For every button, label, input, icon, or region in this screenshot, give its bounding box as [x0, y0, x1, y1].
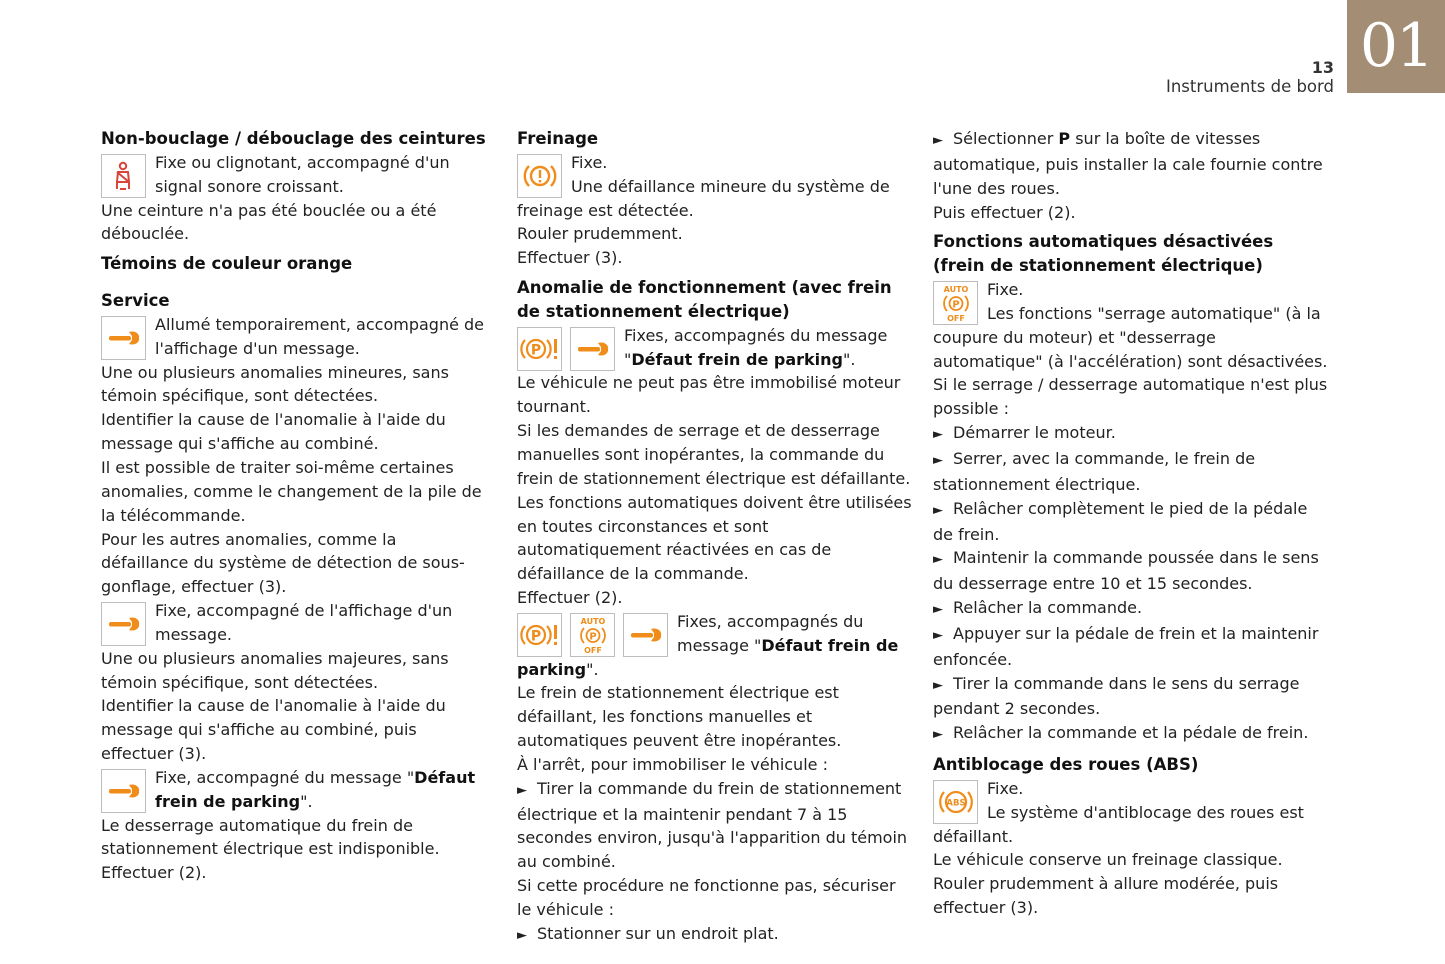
epb-p4: Effectuer (2). — [517, 588, 623, 608]
bullet-arrow-icon: ► — [933, 133, 943, 148]
bullet-arrow-icon: ► — [933, 502, 943, 518]
epb-heading: Anomalie de fonctionnement (avec frein de stationnement électrique) — [517, 278, 892, 321]
brake-warning-icon — [517, 154, 562, 198]
svg-text:P: P — [951, 299, 960, 311]
service-row-2 — [101, 599, 486, 647]
service-b2-line1: Fixe, accompagné de l'affichage d'un — [155, 601, 453, 621]
parking-brake-fault-icon — [517, 613, 562, 657]
chapter-tab: 01 — [1347, 0, 1445, 93]
abs-p1: Le véhicule conserve un freinage classique. — [933, 850, 1283, 870]
bullet-arrow-icon: ► — [933, 602, 943, 618]
seatbelt-row — [101, 151, 486, 199]
svg-text:AUTO: AUTO — [580, 616, 605, 626]
epb-p5: Le frein de stationnement électrique est défaillant, les fonctions manuelles et automatiques peuvent être inopérantes. — [517, 683, 842, 751]
auto-fn-step-5: ► Relâcher la commande. — [933, 598, 1143, 618]
epb-p1: Le véhicule ne peut pas être immobilisé moteur tournant. — [517, 373, 901, 417]
epb-step-1: ► Tirer la commande du frein de stationnement électrique et la maintenir pendant 7 à 15 secondes environ, jusqu'à l'apparition du témoin au combiné. — [517, 778, 908, 872]
epb-p6: À l'arrêt, pour immobiliser le véhicule : — [517, 754, 828, 774]
auto-fn-step-8: ► Relâcher la commande et la pédale de frein. — [933, 723, 1309, 743]
svg-text:OFF: OFF — [946, 314, 965, 324]
service-b1-p3: Il est possible de traiter soi-même certaines anomalies, comme le changement de la pile de la télécommande. — [101, 457, 482, 525]
epb-b1-line: Fixes, accompagnés du message "Défaut frein de parking". — [624, 325, 888, 369]
column-1 — [101, 127, 486, 885]
bullet-arrow-icon: ► — [933, 452, 943, 468]
abs-cont: défaillant. — [933, 826, 1014, 846]
epb-b2-line2: message "Défaut frein de — [677, 635, 899, 655]
column-2 — [517, 127, 912, 948]
service-b1-line1: Allumé temporairement, accompagné de — [155, 314, 485, 334]
auto-fn-step-4: ► Maintenir la commande poussée dans le sens du desserrage entre 10 et 15 secondes. — [933, 548, 1319, 594]
svg-text:P: P — [530, 628, 541, 645]
service-b1-p1: Une ou plusieurs anomalies mineures, sans témoin spécifique, sont détectées. — [101, 362, 449, 406]
auto-fn-step-6: ► Appuyer sur la pédale de frein et la maintenir enfoncée. — [933, 623, 1319, 669]
bullet-arrow-icon: ► — [933, 427, 943, 443]
service-row-3 — [101, 766, 486, 814]
auto-fn-step-1: ► Démarrer le moteur. — [933, 423, 1116, 443]
braking-heading: Freinage — [517, 129, 599, 148]
service-b1-p4: Pour les autres anomalies, comme la défaillance du système de détection de sous-gonflage, effectuer (3). — [101, 529, 465, 597]
epb-p2: Si les demandes de serrage et de desserrage manuelles sont inopérantes, la commande du frein de stationnement électrique est défaillante. — [517, 421, 911, 488]
auto-fn-line2: Les fonctions "serrage automatique" (à la — [987, 303, 1321, 323]
auto-fn-cont: coupure du moteur) et "desserrage automatique" (à l'accélération) sont désactivées. — [933, 327, 1328, 371]
service-b2-p1: Une ou plusieurs anomalies majeures, sans témoin spécifique, sont détectées. — [101, 648, 449, 692]
auto-fn-step-7: ► Tirer la commande dans le sens du serrage pendant 2 secondes. — [933, 673, 1300, 719]
service-b3-p1: Le desserrage automatique du frein de stationnement électrique est indisponible. — [101, 815, 440, 859]
bullet-arrow-icon: ► — [933, 552, 943, 568]
service-wrench-icon — [101, 316, 146, 360]
seatbelt-line2: signal sonore croissant. — [155, 176, 344, 196]
braking-line2: Une défaillance mineure du système de — [571, 176, 890, 196]
auto-functions-heading: Fonctions automatiques désactivées (frein de stationnement électrique) — [933, 232, 1274, 276]
service-b1-p2: Identifier la cause de l'anomalie à l'aide du message qui s'affiche au combiné. — [101, 410, 446, 454]
auto-fn-step-2: ► Serrer, avec la commande, le frein de stationnement électrique. — [933, 448, 1256, 494]
braking-row — [517, 151, 912, 199]
seatbelt-line1: Fixe ou clignotant, accompagné d'un — [155, 152, 450, 172]
abs-warning-icon — [933, 780, 978, 824]
epb-b2-line1: Fixes, accompagnés du — [677, 611, 864, 631]
svg-text:P: P — [588, 631, 597, 643]
braking-p1: Rouler prudemment. — [517, 224, 683, 244]
seatbelt-warning-icon — [101, 154, 146, 198]
bullet-arrow-icon: ► — [933, 627, 943, 643]
auto-fn-p1: Si le serrage / desserrage automatique n'est plus possible : — [933, 375, 1328, 419]
auto-fn-line1: Fixe. — [987, 280, 1024, 300]
then-effect-text: Puis effectuer (2). — [933, 202, 1076, 222]
service-row-1 — [101, 313, 486, 361]
abs-heading: Antiblocage des roues (ABS) — [933, 755, 1199, 775]
braking-cont: freinage est détectée. — [517, 200, 694, 220]
service-b2-p2: Identifier la cause de l'anomalie à l'aide du message qui s'affiche au combiné, puis effectuer (3). — [101, 696, 446, 764]
page-number: 13 — [1311, 58, 1334, 77]
auto-parking-brake-off-icon — [570, 613, 615, 657]
epb-p3: Les fonctions automatiques doivent être utilisées en toutes circonstances et sont automatiquement réactivées en cas de défaillance de la commande. — [517, 492, 912, 584]
abs-row — [933, 777, 1328, 825]
service-b2-line2: message. — [155, 624, 232, 644]
service-b3-p2: Effectuer (2). — [101, 863, 207, 883]
epb-row-2 — [517, 610, 912, 658]
epb-p7: Si cette procédure ne fonctionne pas, sécuriser le véhicule : — [517, 876, 896, 919]
service-b3-line: Fixe, accompagné du message "Défaut frein de parking". — [155, 767, 476, 811]
step-select-p: ► Sélectionner P sur la boîte de vitesses automatique, puis installer la cale fournie contre l'une des roues. — [933, 129, 1323, 198]
service-b1-line2: l'affichage d'un message. — [155, 338, 360, 358]
epb-row-1 — [517, 324, 912, 372]
svg-text:P: P — [530, 342, 541, 359]
auto-fn-step-3: ► Relâcher complètement le pied de la pédale de frein. — [933, 498, 1308, 544]
service-wrench-icon — [570, 327, 615, 371]
seatbelt-desc: Une ceinture n'a pas été bouclée ou a été débouclée. — [101, 200, 437, 244]
svg-text:ABS: ABS — [945, 798, 966, 809]
service-heading: Service — [101, 291, 170, 311]
svg-text:OFF: OFF — [583, 645, 602, 655]
service-wrench-icon — [101, 602, 146, 646]
service-wrench-icon — [623, 613, 668, 657]
braking-p2: Effectuer (3). — [517, 248, 623, 268]
auto-functions-row — [933, 278, 1328, 326]
epb-b2-line3: parking". — [517, 659, 599, 679]
parking-brake-fault-icon — [517, 327, 562, 371]
abs-line2: Le système d'antiblocage des roues est — [987, 802, 1304, 822]
service-wrench-icon — [101, 769, 146, 813]
abs-line1: Fixe. — [987, 778, 1024, 798]
abs-p2: Rouler prudemment à allure modérée, puis effectuer (3). — [933, 874, 1279, 918]
column-3 — [933, 127, 1328, 920]
orange-heading: Témoins de couleur orange — [101, 254, 353, 274]
epb-step-2: ► Stationner sur un endroit plat. — [517, 923, 779, 943]
bullet-arrow-icon: ► — [933, 727, 943, 743]
section-title: Instruments de bord — [1165, 77, 1334, 96]
bullet-arrow-icon: ► — [517, 782, 527, 798]
braking-line1: Fixe. — [571, 152, 608, 172]
svg-text:AUTO: AUTO — [943, 285, 968, 295]
bullet-arrow-icon: ► — [517, 927, 527, 943]
seatbelt-heading: Non-bouclage / débouclage des ceintures — [101, 129, 486, 148]
auto-parking-brake-off-icon — [933, 281, 978, 325]
bullet-arrow-icon: ► — [933, 677, 943, 693]
